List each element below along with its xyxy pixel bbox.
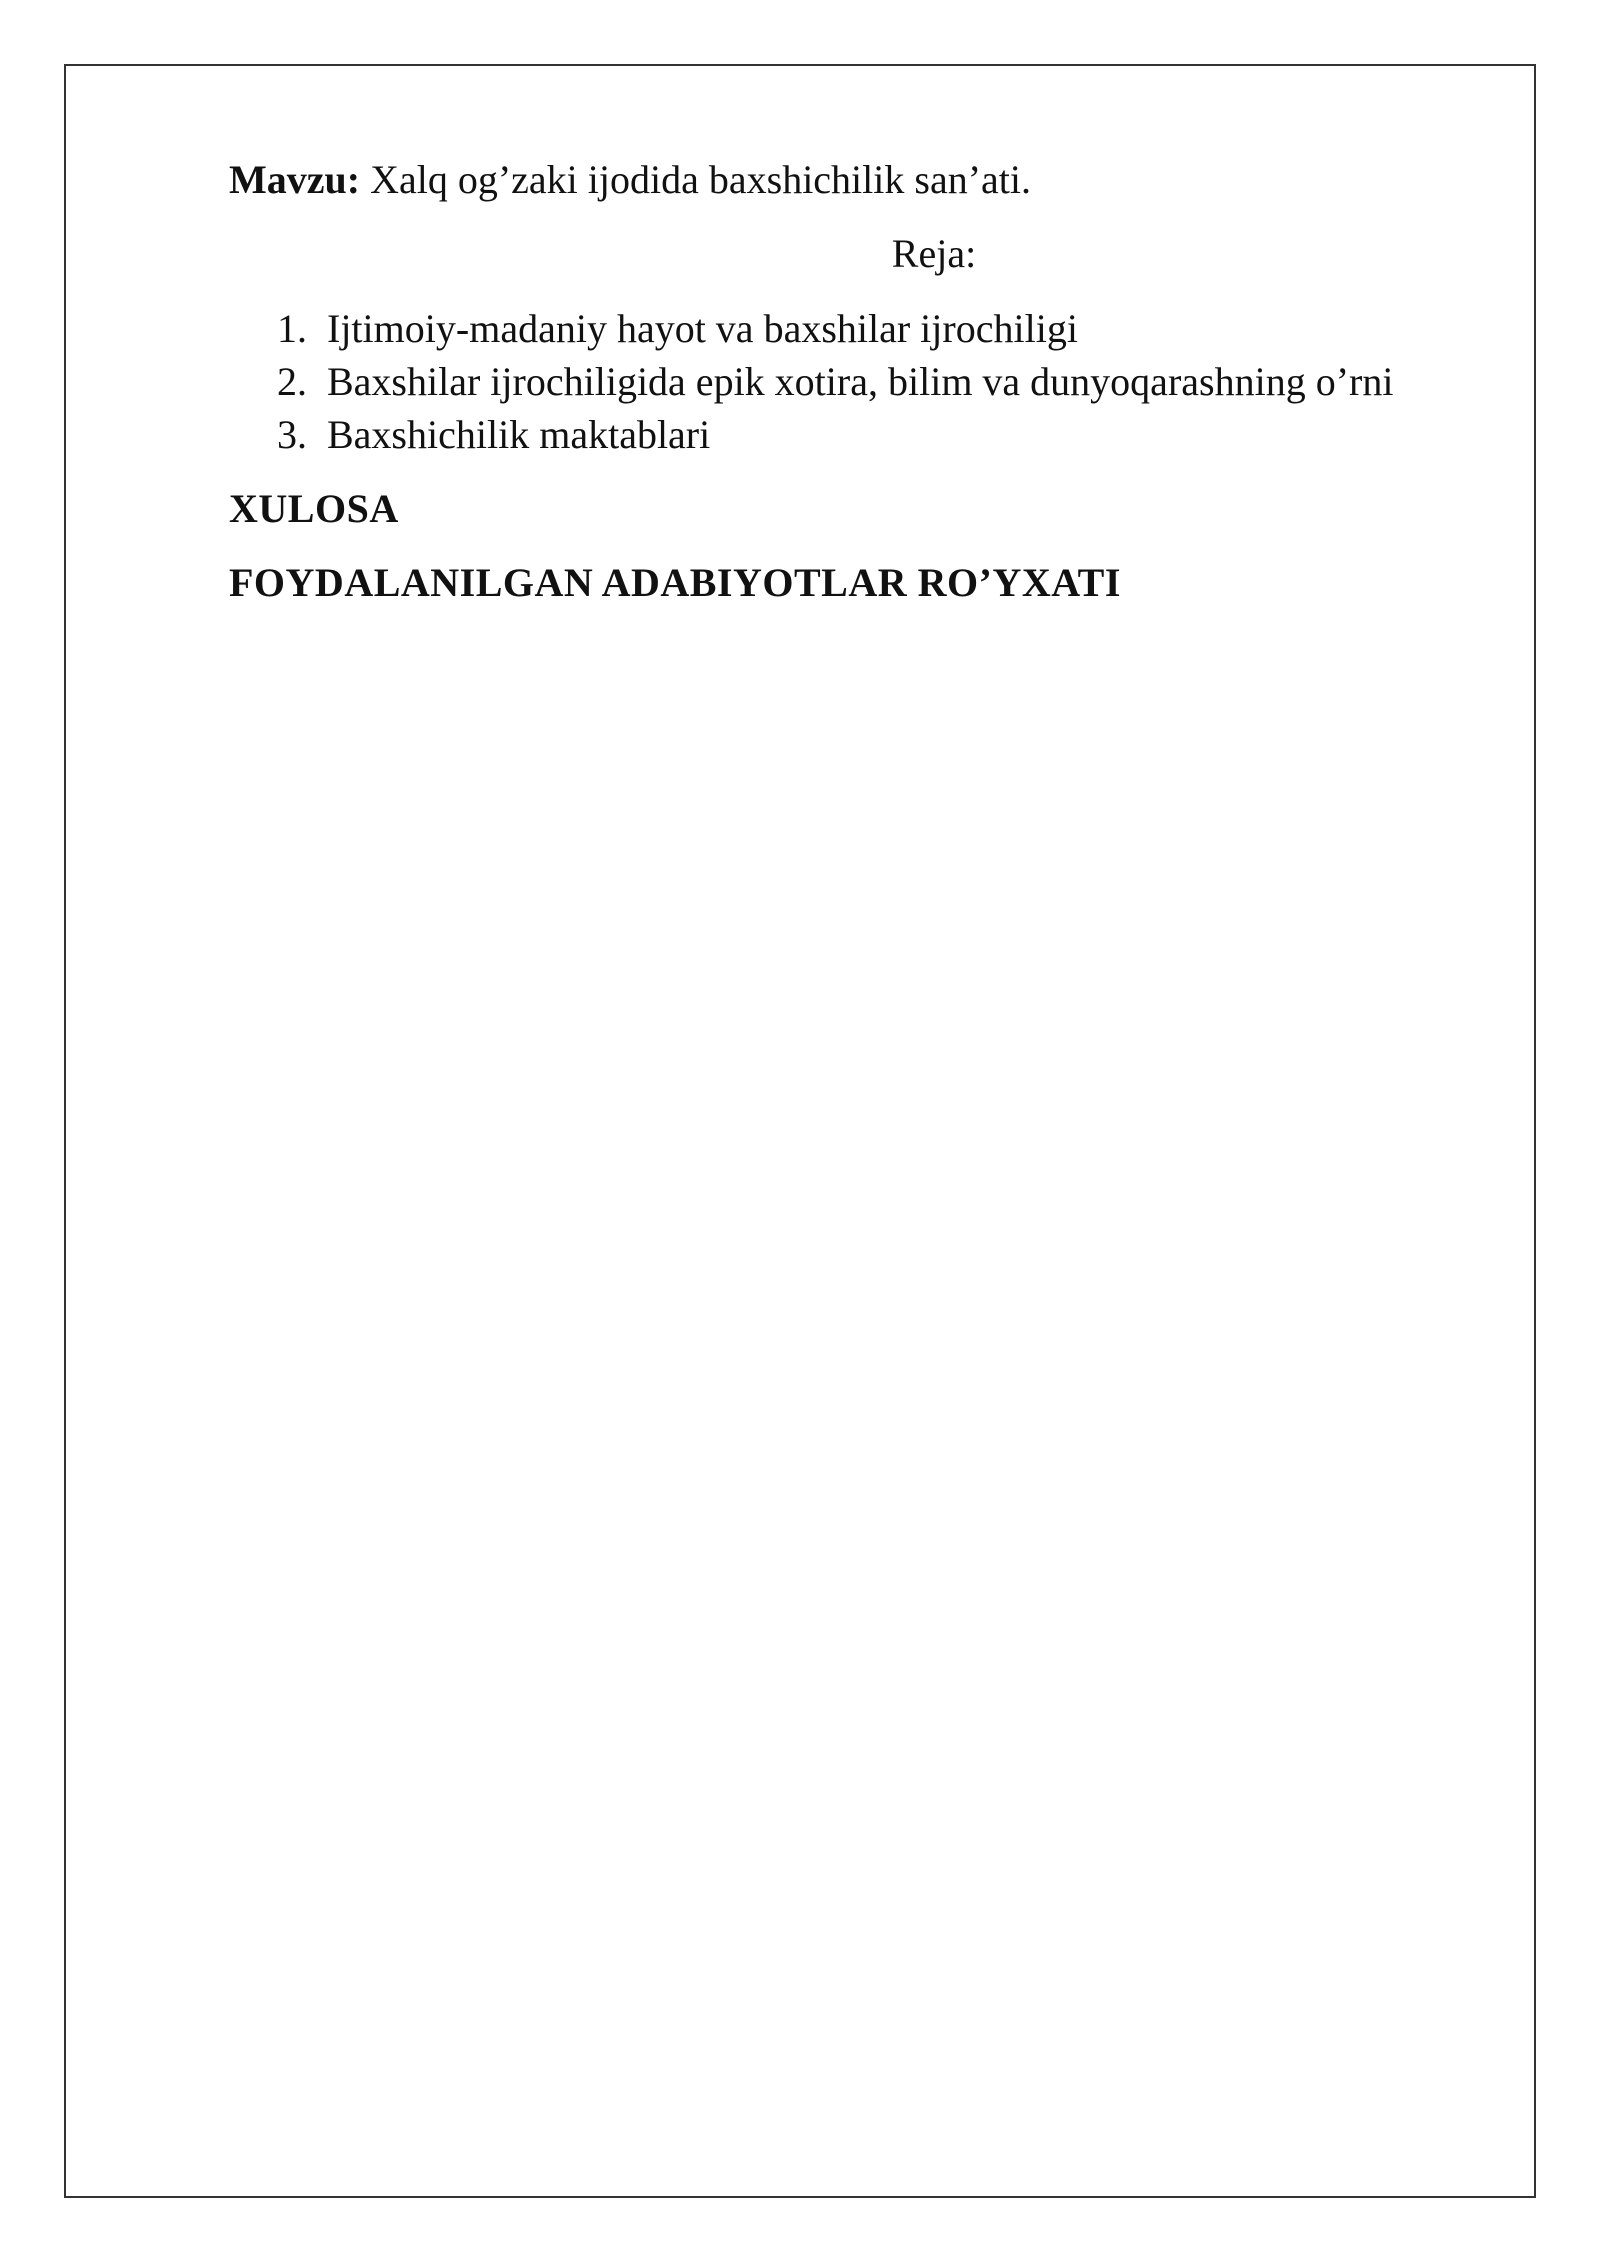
list-item-text: Baxshichilik maktablari (327, 412, 711, 457)
list-item (277, 408, 1479, 461)
topic-line (229, 154, 1479, 206)
topic-label: Mavzu: (229, 157, 361, 202)
list-item (277, 302, 1479, 355)
list-item-text: Ijtimoiy-madaniy hayot va baxshilar ijrochiligi (327, 306, 1078, 351)
plan-heading: Reja: (891, 231, 977, 276)
plan-list (229, 302, 1479, 461)
list-item-text: Baxshilar ijrochiligida epik xotira, bilim va dunyoqarashning o’rni (327, 359, 1394, 404)
references-heading: FOYDALANILGAN ADABIYOTLAR RO’YXATI (229, 560, 1121, 605)
conclusion-heading: XULOSA (229, 486, 399, 531)
list-item-number: 2. (277, 359, 307, 404)
list-item-number: 3. (277, 412, 307, 457)
topic-text: Xalq og’zaki ijodida baxshichilik san’ati. (360, 157, 1032, 202)
document-content (229, 154, 1479, 609)
list-item (277, 355, 1479, 408)
list-item-number: 1. (277, 306, 307, 351)
